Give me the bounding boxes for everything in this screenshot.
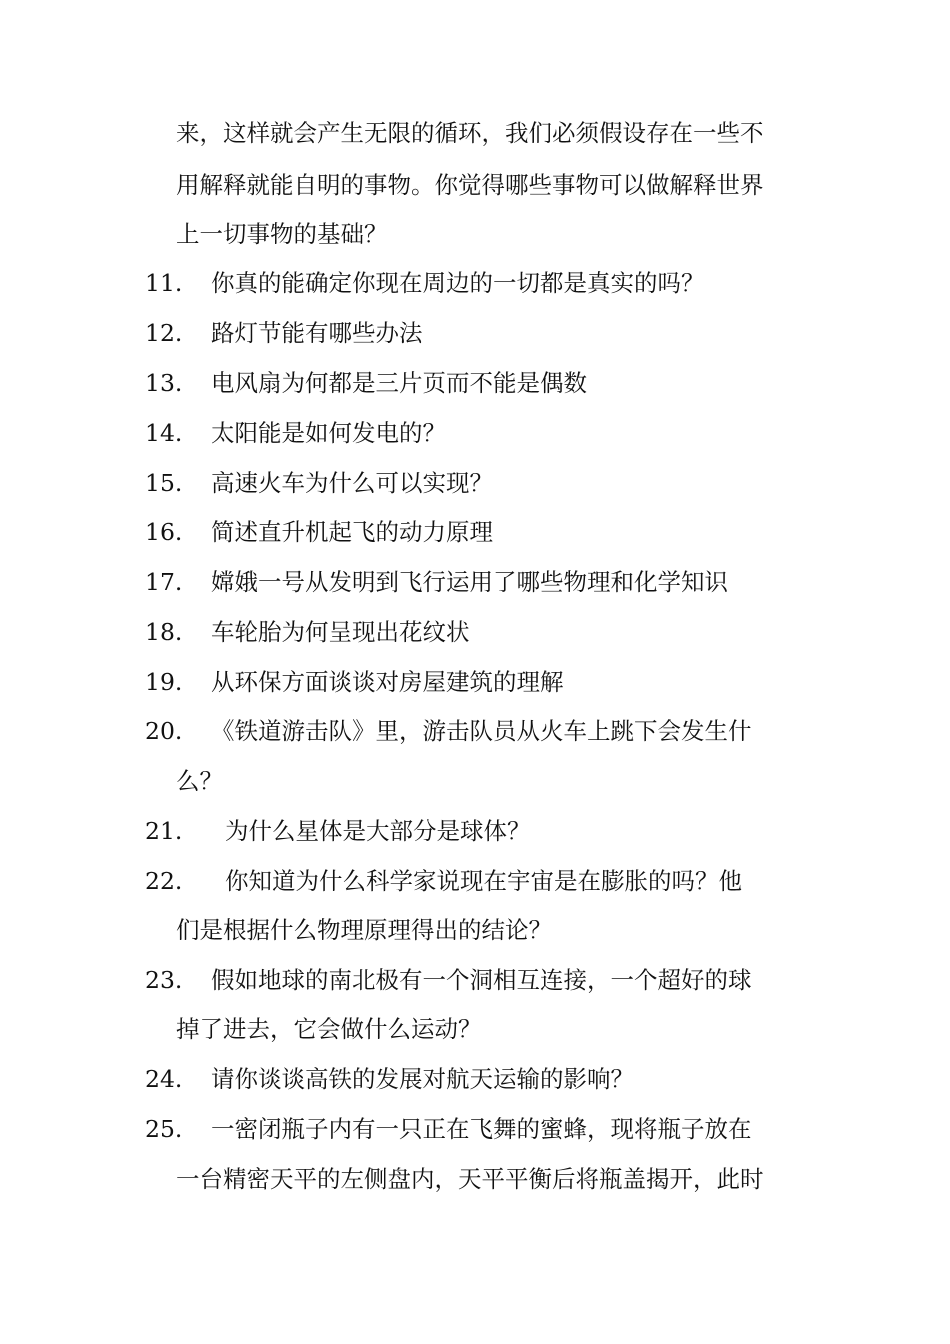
item-number: 24.	[145, 1065, 183, 1093]
item-text: 请你谈谈高铁的发展对航天运输的影响？	[211, 1065, 634, 1093]
item-number: 20.	[145, 717, 183, 745]
item-text: 从环保方面谈谈对房屋建筑的理解	[211, 668, 564, 696]
item-number: 15.	[145, 469, 183, 497]
line-text: 么？	[176, 767, 223, 795]
item-number: 11.	[145, 269, 183, 297]
line-text: 上一切事物的基础？	[176, 220, 388, 248]
item-text: 电风扇为何都是三片页而不能是偶数	[211, 369, 587, 397]
item-text: 嫦娥一号从发明到飞行运用了哪些物理和化学知识	[211, 568, 728, 596]
item-text: 一密闭瓶子内有一只正在飞舞的蜜蜂，现将瓶子放在	[211, 1115, 752, 1143]
line-text: 们是根据什么物理原理得出的结论？	[176, 916, 552, 944]
item-number: 21.	[145, 817, 183, 845]
item-number: 16.	[145, 518, 183, 546]
item-number: 14.	[145, 419, 183, 447]
item-text: 为什么星体是大部分是球体？	[225, 817, 531, 845]
item-number: 25.	[145, 1115, 183, 1143]
item-number: 12.	[145, 319, 183, 347]
line-text: 掉了进去，它会做什么运动？	[176, 1015, 482, 1043]
line-text: 来，这样就会产生无限的循环，我们必须假设存在一些不	[176, 119, 764, 147]
item-number: 19.	[145, 668, 183, 696]
line-text: 一台精密天平的左侧盘内，天平平衡后将瓶盖揭开，此时	[176, 1165, 764, 1193]
item-text: 太阳能是如何发电的？	[211, 419, 446, 447]
item-number: 23.	[145, 966, 183, 994]
item-text: 《铁道游击队》里，游击队员从火车上跳下会发生什	[211, 717, 752, 745]
item-text: 你真的能确定你现在周边的一切都是真实的吗？	[211, 269, 705, 297]
item-number: 17.	[145, 568, 183, 596]
item-number: 13.	[145, 369, 183, 397]
item-text: 高速火车为什么可以实现？	[211, 469, 493, 497]
line-text: 用解释就能自明的事物。你觉得哪些事物可以做解释世界	[176, 171, 764, 199]
item-text: 车轮胎为何呈现出花纹状	[211, 618, 470, 646]
item-text: 你知道为什么科学家说现在宇宙是在膨胀的吗？他	[225, 867, 742, 895]
item-number: 18.	[145, 618, 183, 646]
item-text: 路灯节能有哪些办法	[211, 319, 423, 347]
item-text: 假如地球的南北极有一个洞相互连接，一个超好的球	[211, 966, 752, 994]
item-number: 22.	[145, 867, 183, 895]
item-text: 简述直升机起飞的动力原理	[211, 518, 493, 546]
